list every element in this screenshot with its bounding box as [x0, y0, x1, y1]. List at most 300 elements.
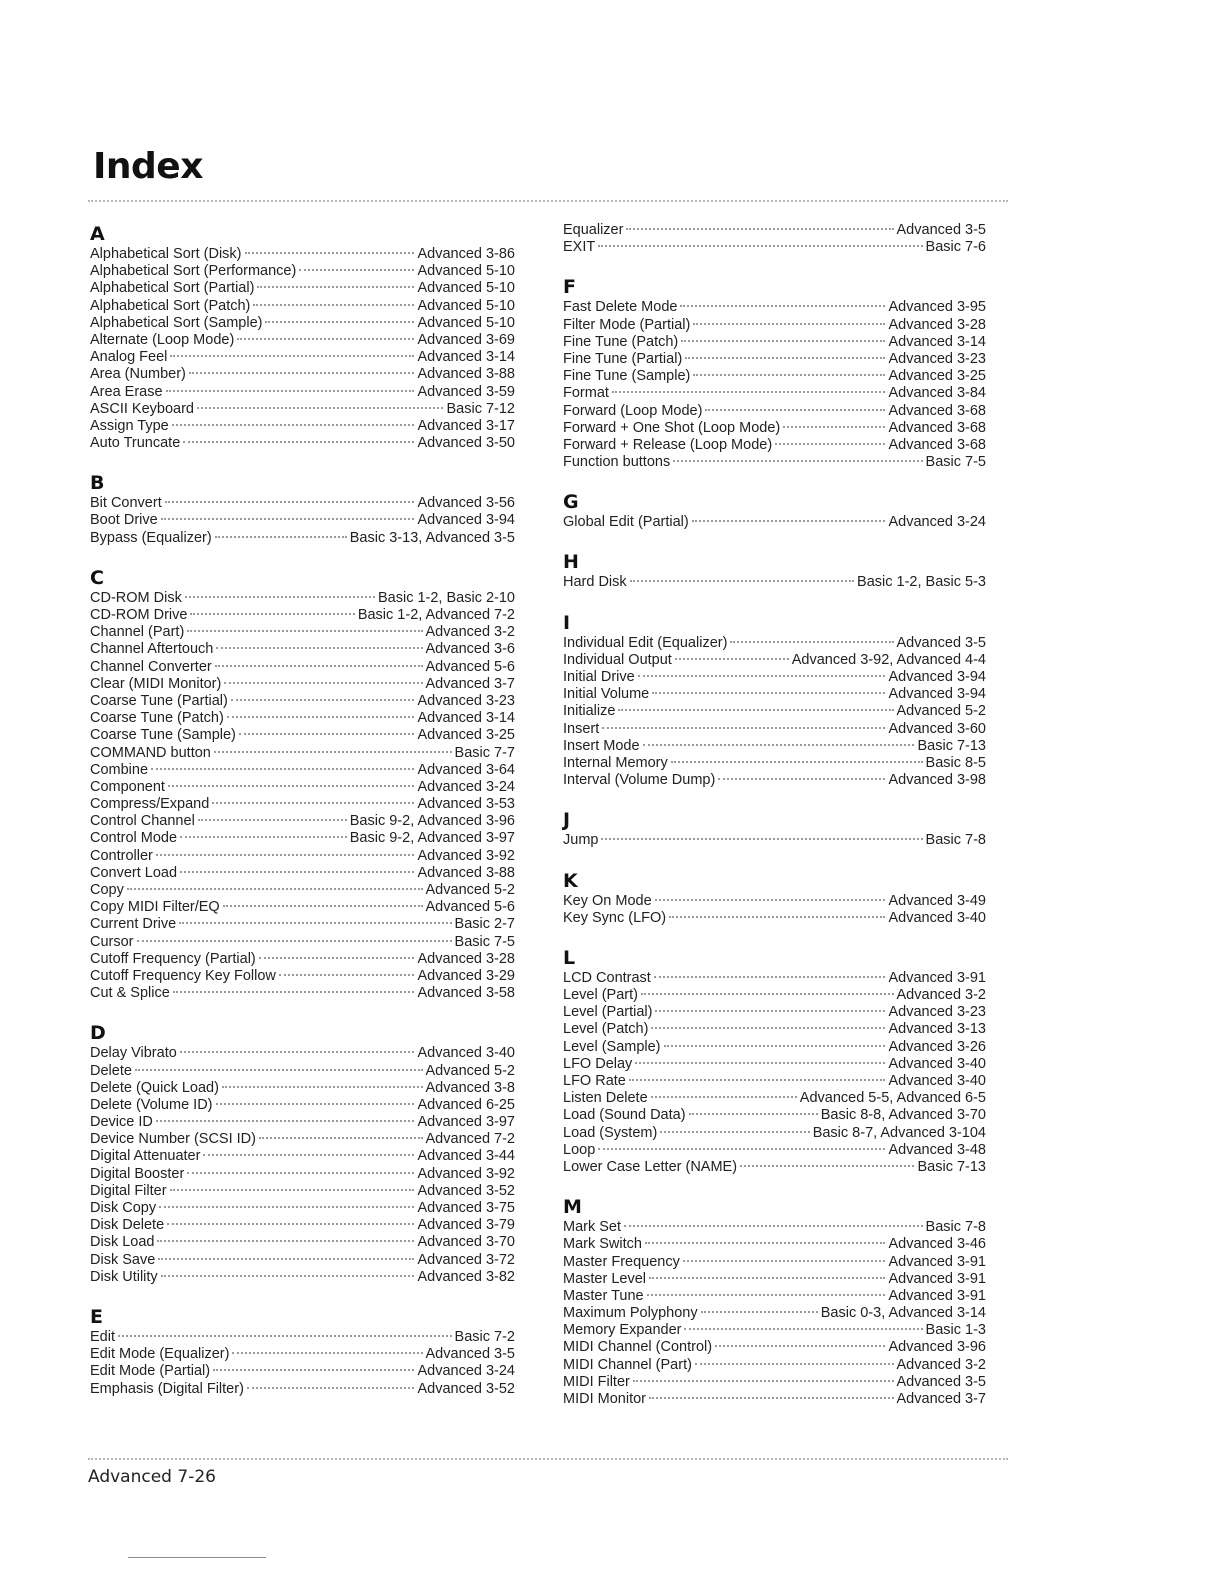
entry-term: Level (Patch) — [563, 1021, 649, 1038]
dot-leader — [643, 744, 915, 746]
index-entry — [563, 403, 986, 420]
index-entry — [90, 985, 515, 1002]
dot-leader — [629, 1079, 886, 1081]
entry-page-reference: Advanced 3-98 — [888, 772, 986, 789]
entry-term: Individual Edit (Equalizer) — [563, 634, 728, 651]
index-entry — [90, 332, 515, 349]
dot-leader — [223, 905, 423, 907]
dot-leader — [166, 390, 415, 392]
index-entry — [563, 574, 986, 591]
dot-leader — [127, 888, 423, 890]
dot-leader — [649, 1277, 885, 1279]
dot-leader — [156, 854, 415, 856]
index-entry — [563, 1288, 986, 1305]
entry-page-reference: Advanced 3-88 — [417, 366, 515, 383]
entry-page-reference: Advanced 3-40 — [417, 1045, 515, 1062]
entry-page-reference: Advanced 3-5 — [896, 634, 986, 651]
dot-leader — [630, 580, 854, 582]
entry-term: Channel Aftertouch — [90, 641, 214, 658]
entry-page-reference: Advanced 3-92 — [417, 1165, 515, 1182]
page-title: Index — [93, 146, 203, 187]
entry-term: Jump — [563, 832, 599, 849]
dot-leader — [167, 1223, 414, 1225]
index-entry — [90, 693, 515, 710]
index-section — [563, 869, 986, 927]
entry-term: Coarse Tune (Sample) — [90, 727, 236, 744]
entry-term: Auto Truncate — [90, 435, 181, 452]
index-entry — [563, 454, 986, 471]
dot-leader — [213, 1369, 414, 1371]
entry-term: Forward + Release (Loop Mode) — [563, 436, 773, 453]
entry-page-reference: Basic 7-6 — [925, 239, 986, 256]
entry-term: MIDI Filter — [563, 1373, 630, 1390]
section-letter: H — [563, 551, 579, 574]
dot-leader — [664, 1045, 886, 1047]
index-entry — [563, 1322, 986, 1339]
entry-term: Delete (Volume ID) — [90, 1096, 213, 1113]
entry-page-reference: Advanced 3-64 — [417, 761, 515, 778]
entry-term: Alphabetical Sort (Performance) — [90, 263, 297, 280]
index-entry — [563, 738, 986, 755]
entry-page-reference: Advanced 3-5 — [425, 1346, 515, 1363]
index-entry — [90, 934, 515, 951]
entry-page-reference: Advanced 3-23 — [417, 692, 515, 709]
entry-page-reference: Advanced 3-28 — [888, 316, 986, 333]
entry-page-reference: Advanced 5-6 — [425, 658, 515, 675]
entry-term: Fast Delete Mode — [563, 299, 678, 316]
index-entry — [90, 830, 515, 847]
entry-term: Listen Delete — [563, 1090, 648, 1107]
dot-leader — [165, 501, 415, 503]
page-footer: Advanced 7-26 — [88, 1467, 216, 1487]
dot-leader — [185, 596, 375, 598]
section-letter: K — [563, 869, 578, 892]
entry-term: Initial Volume — [563, 686, 650, 703]
index-entry — [563, 1159, 986, 1176]
dot-leader — [265, 321, 414, 323]
dot-leader — [654, 976, 886, 978]
index-entry — [90, 916, 515, 933]
dot-leader — [626, 228, 893, 230]
dot-leader — [647, 1294, 886, 1296]
dot-leader — [299, 269, 414, 271]
entry-page-reference: Advanced 5-5, Advanced 6-5 — [799, 1090, 986, 1107]
section-letter: M — [563, 1196, 582, 1219]
entry-page-reference: Advanced 6-25 — [417, 1096, 515, 1113]
entry-page-reference: Advanced 7-2 — [425, 1131, 515, 1148]
entry-term: Digital Booster — [90, 1165, 185, 1182]
entry-page-reference: Advanced 5-10 — [417, 314, 515, 331]
entry-term: Loop — [563, 1141, 596, 1158]
dot-leader — [151, 768, 414, 770]
index-entry — [90, 727, 515, 744]
dot-leader — [673, 460, 922, 462]
dot-leader — [612, 391, 886, 393]
dot-leader — [212, 802, 414, 804]
entry-term: Load (Sound Data) — [563, 1107, 686, 1124]
entry-term: CD-ROM Drive — [90, 607, 188, 623]
dot-leader — [669, 916, 885, 918]
entry-page-reference: Advanced 3-5 — [896, 222, 986, 238]
dot-leader — [173, 991, 415, 993]
index-entry — [90, 951, 515, 968]
index-entry — [563, 1357, 986, 1374]
entry-page-reference: Advanced 3-60 — [888, 720, 986, 737]
index-entry — [563, 222, 986, 239]
index-entry — [563, 1391, 986, 1408]
index-entry — [563, 970, 986, 987]
entry-page-reference: Advanced 3-26 — [888, 1038, 986, 1055]
entry-page-reference: Advanced 3-24 — [417, 778, 515, 795]
index-entry — [90, 762, 515, 779]
entry-term: Controller — [90, 847, 153, 864]
dot-leader — [601, 838, 922, 840]
index-entry — [90, 530, 515, 547]
entry-page-reference: Advanced 3-6 — [425, 641, 515, 658]
section-letter: I — [563, 611, 571, 634]
entry-page-reference: Basic 8-8, Advanced 3-70 — [820, 1107, 986, 1124]
index-section — [563, 808, 986, 849]
entry-term: Disk Load — [90, 1234, 155, 1251]
index-entry — [563, 1236, 986, 1253]
entry-page-reference: Advanced 3-94 — [417, 512, 515, 529]
entry-page-reference: Advanced 3-69 — [417, 331, 515, 348]
entry-page-reference: Advanced 5-10 — [417, 297, 515, 314]
dot-leader — [655, 1010, 885, 1012]
entry-page-reference: Advanced 5-10 — [417, 280, 515, 297]
entry-term: Component — [90, 778, 165, 795]
entry-term: Fine Tune (Sample) — [563, 368, 691, 385]
entry-page-reference: Advanced 3-50 — [417, 435, 515, 452]
entry-term: Analog Feel — [90, 349, 168, 366]
index-section — [563, 611, 986, 790]
dot-leader — [253, 304, 414, 306]
index-section — [563, 946, 986, 1176]
dot-leader — [170, 1189, 415, 1191]
index-entry — [563, 420, 986, 437]
section-letter: E — [90, 1305, 103, 1328]
dot-leader — [689, 1113, 818, 1115]
entry-term: Lower Case Letter (NAME) — [563, 1158, 738, 1175]
entry-term: Delay Vibrato — [90, 1045, 177, 1062]
entry-page-reference: Advanced 3-40 — [888, 1055, 986, 1072]
entry-term: Maximum Polyphony — [563, 1305, 698, 1322]
entry-term: MIDI Channel (Control) — [563, 1339, 713, 1356]
index-entry — [90, 1080, 515, 1097]
dot-leader — [685, 357, 885, 359]
entry-term: Boot Drive — [90, 512, 158, 529]
index-entry — [90, 1063, 515, 1080]
index-entry — [90, 1269, 515, 1286]
dot-leader — [783, 426, 885, 428]
index-entry — [90, 315, 515, 332]
dot-leader — [183, 441, 414, 443]
index-section — [90, 566, 515, 1003]
dot-leader — [157, 1240, 414, 1242]
dot-leader — [214, 751, 452, 753]
entry-page-reference: Advanced 3-13 — [888, 1021, 986, 1038]
index-entry — [90, 899, 515, 916]
entry-term: CD-ROM Disk — [90, 589, 182, 606]
entry-page-reference: Basic 0-3, Advanced 3-14 — [820, 1305, 986, 1322]
entry-page-reference: Advanced 3-91 — [888, 1270, 986, 1287]
entry-page-reference: Advanced 5-2 — [425, 882, 515, 898]
index-entry — [563, 703, 986, 720]
dot-leader — [684, 1328, 922, 1330]
index-entry — [90, 1234, 515, 1251]
dot-leader — [135, 1069, 423, 1071]
dot-leader — [680, 305, 885, 307]
entry-page-reference: Basic 7-8 — [925, 1219, 986, 1236]
index-entry — [90, 1381, 515, 1398]
entry-term: Clear (MIDI Monitor) — [90, 675, 222, 692]
dot-leader — [775, 443, 885, 445]
index-entry — [563, 1107, 986, 1124]
index-entry — [563, 669, 986, 686]
index-entry — [90, 435, 515, 452]
entry-page-reference: Advanced 3-24 — [888, 514, 986, 531]
dot-leader — [635, 1062, 885, 1064]
section-letter: F — [563, 276, 576, 299]
entry-page-reference: Advanced 3-29 — [417, 967, 515, 984]
entry-term: Emphasis (Digital Filter) — [90, 1380, 244, 1397]
dot-leader — [170, 355, 414, 357]
index-entry — [563, 514, 986, 531]
dot-leader — [701, 1311, 818, 1313]
dot-leader — [189, 372, 415, 374]
entry-term: Function buttons — [563, 454, 671, 471]
entry-term: Master Level — [563, 1270, 647, 1287]
index-entry — [563, 1090, 986, 1107]
entry-page-reference: Advanced 3-91 — [888, 1253, 986, 1270]
section-letter: J — [563, 809, 571, 832]
entry-page-reference: Basic 7-13 — [917, 1158, 986, 1175]
entry-page-reference: Advanced 3-79 — [417, 1217, 515, 1234]
entry-page-reference: Advanced 3-91 — [888, 969, 986, 986]
index-entry — [563, 368, 986, 385]
index-entry — [90, 779, 515, 796]
index-entry — [90, 813, 515, 830]
entry-term: MIDI Monitor — [563, 1391, 646, 1407]
dot-leader — [118, 1335, 452, 1337]
entry-page-reference: Advanced 3-17 — [417, 417, 515, 434]
dot-leader — [602, 727, 885, 729]
dot-leader — [180, 1051, 415, 1053]
entry-page-reference: Advanced 3-23 — [888, 350, 986, 367]
entry-page-reference: Advanced 3-95 — [888, 299, 986, 316]
entry-page-reference: Advanced 3-58 — [417, 985, 515, 1002]
entry-term: Key Sync (LFO) — [563, 909, 667, 926]
dot-leader — [215, 665, 423, 667]
entry-term: Load (System) — [563, 1124, 658, 1141]
section-letter: B — [90, 472, 105, 495]
entry-page-reference: Advanced 3-28 — [417, 950, 515, 967]
entry-term: Mark Switch — [563, 1236, 642, 1253]
entry-term: Edit — [90, 1328, 115, 1345]
dot-leader — [655, 899, 886, 901]
dot-leader — [651, 1096, 797, 1098]
entry-term: Convert Load — [90, 864, 178, 881]
entry-term: Internal Memory — [563, 754, 668, 771]
index-entry — [563, 1374, 986, 1391]
entry-term: Edit Mode (Partial) — [90, 1363, 211, 1380]
entry-page-reference: Advanced 3-88 — [417, 864, 515, 881]
index-entry — [90, 418, 515, 435]
index-entry — [563, 334, 986, 351]
index-entry — [90, 349, 515, 366]
entry-term: Device Number (SCSI ID) — [90, 1131, 256, 1148]
entry-term: Level (Part) — [563, 987, 638, 1004]
index-entry — [90, 366, 515, 383]
dot-leader — [641, 993, 894, 995]
entry-term: Insert Mode — [563, 737, 640, 754]
index-section — [563, 275, 986, 471]
entry-term: Current Drive — [90, 916, 177, 933]
dot-leader — [161, 1275, 415, 1277]
index-entry — [563, 1271, 986, 1288]
entry-page-reference: Advanced 3-48 — [888, 1141, 986, 1158]
entry-term: Mark Set — [563, 1219, 622, 1236]
index-entry — [90, 1131, 515, 1148]
entry-page-reference: Advanced 3-14 — [888, 333, 986, 350]
entry-page-reference: Advanced 3-24 — [417, 1363, 515, 1380]
dot-leader — [618, 709, 893, 711]
index-entry — [90, 1045, 515, 1062]
dot-leader — [239, 733, 415, 735]
entry-term: Assign Type — [90, 417, 169, 434]
section-letter: L — [563, 946, 576, 969]
index-entry — [563, 987, 986, 1004]
entry-term: LFO Delay — [563, 1055, 633, 1072]
dot-leader — [633, 1380, 894, 1382]
dot-leader — [649, 1397, 894, 1399]
index-entry — [90, 882, 515, 899]
entry-term: Copy — [90, 882, 124, 898]
index-entry — [563, 1305, 986, 1322]
dot-leader — [247, 1387, 415, 1389]
index-entry — [563, 1219, 986, 1236]
entry-term: Fine Tune (Patch) — [563, 333, 679, 350]
index-entry — [90, 1346, 515, 1363]
entry-term: Individual Output — [563, 651, 672, 668]
dot-leader — [198, 819, 347, 821]
dot-leader — [203, 1154, 414, 1156]
index-entry — [90, 384, 515, 401]
index-entry — [563, 1021, 986, 1038]
entry-page-reference: Advanced 3-72 — [417, 1251, 515, 1268]
index-entry — [90, 1148, 515, 1165]
entry-term: Disk Save — [90, 1251, 156, 1268]
index-section — [90, 1305, 515, 1398]
dot-leader — [695, 1363, 894, 1365]
entry-term: Master Frequency — [563, 1253, 680, 1270]
entry-term: Compress/Expand — [90, 796, 210, 813]
section-letter: A — [90, 223, 105, 245]
dot-leader — [227, 716, 415, 718]
entry-page-reference: Basic 7-2 — [454, 1328, 515, 1345]
dot-leader — [187, 630, 422, 632]
entry-page-reference: Advanced 3-53 — [417, 796, 515, 813]
entry-term: EXIT — [563, 239, 596, 256]
entry-term: Master Tune — [563, 1287, 644, 1304]
index-section — [563, 490, 986, 531]
index-entry — [563, 1125, 986, 1142]
entry-page-reference: Advanced 3-14 — [417, 710, 515, 727]
dot-leader — [730, 641, 893, 643]
top-divider — [88, 200, 1008, 202]
dot-leader — [671, 761, 923, 763]
entry-page-reference: Advanced 3-7 — [896, 1391, 986, 1407]
index-entry — [90, 796, 515, 813]
index-entry — [90, 495, 515, 512]
entry-page-reference: Advanced 5-10 — [417, 263, 515, 280]
entry-page-reference: Advanced 3-40 — [888, 909, 986, 926]
decorative-line — [128, 1557, 266, 1558]
index-entry — [90, 1329, 515, 1346]
entry-term: Hard Disk — [563, 574, 627, 591]
dot-leader — [224, 682, 422, 684]
entry-term: Digital Attenuater — [90, 1148, 201, 1165]
dot-leader — [216, 1103, 415, 1105]
entry-page-reference: Advanced 3-94 — [888, 669, 986, 685]
entry-page-reference: Advanced 3-91 — [888, 1287, 986, 1304]
index-entry — [563, 385, 986, 402]
entry-term: Memory Expander — [563, 1322, 682, 1339]
entry-page-reference: Advanced 3-96 — [888, 1339, 986, 1356]
index-entry — [90, 246, 515, 263]
entry-page-reference: Basic 7-5 — [454, 933, 515, 950]
entry-term: Level (Sample) — [563, 1038, 661, 1055]
dot-leader — [216, 647, 422, 649]
entry-page-reference: Basic 7-8 — [925, 832, 986, 849]
dot-leader — [693, 323, 885, 325]
dot-leader — [660, 1131, 809, 1133]
dot-leader — [237, 338, 414, 340]
dot-leader — [715, 1345, 885, 1347]
index-entry — [563, 686, 986, 703]
dot-leader — [156, 1120, 415, 1122]
entry-term: Initialize — [563, 703, 616, 720]
dot-leader — [197, 407, 444, 409]
index-entry — [90, 1183, 515, 1200]
entry-term: Combine — [90, 761, 149, 778]
entry-term: Fine Tune (Partial) — [563, 350, 683, 367]
index-entry — [90, 1166, 515, 1183]
entry-term: Disk Delete — [90, 1217, 165, 1234]
index-entry — [90, 676, 515, 693]
index-column-right — [563, 222, 986, 1427]
entry-page-reference: Advanced 3-44 — [417, 1148, 515, 1165]
index-entry — [90, 624, 515, 641]
entry-term: Alphabetical Sort (Disk) — [90, 246, 242, 262]
dot-leader — [692, 520, 886, 522]
entry-term: Cursor — [90, 933, 134, 950]
entry-page-reference: Basic 9-2, Advanced 3-97 — [349, 830, 515, 847]
entry-term: MIDI Channel (Part) — [563, 1356, 692, 1373]
index-entry — [563, 832, 986, 849]
entry-page-reference: Basic 8-7, Advanced 3-104 — [812, 1124, 986, 1141]
entry-term: Area Erase — [90, 383, 163, 400]
index-entry — [563, 721, 986, 738]
index-entry — [90, 865, 515, 882]
dot-leader — [180, 836, 347, 838]
entry-page-reference: Basic 8-5 — [925, 754, 986, 771]
entry-page-reference: Advanced 3-75 — [417, 1200, 515, 1216]
entry-page-reference: Advanced 3-68 — [888, 419, 986, 436]
index-entry — [563, 755, 986, 772]
index-entry — [90, 659, 515, 676]
entry-term: Interval (Volume Dump) — [563, 772, 716, 789]
